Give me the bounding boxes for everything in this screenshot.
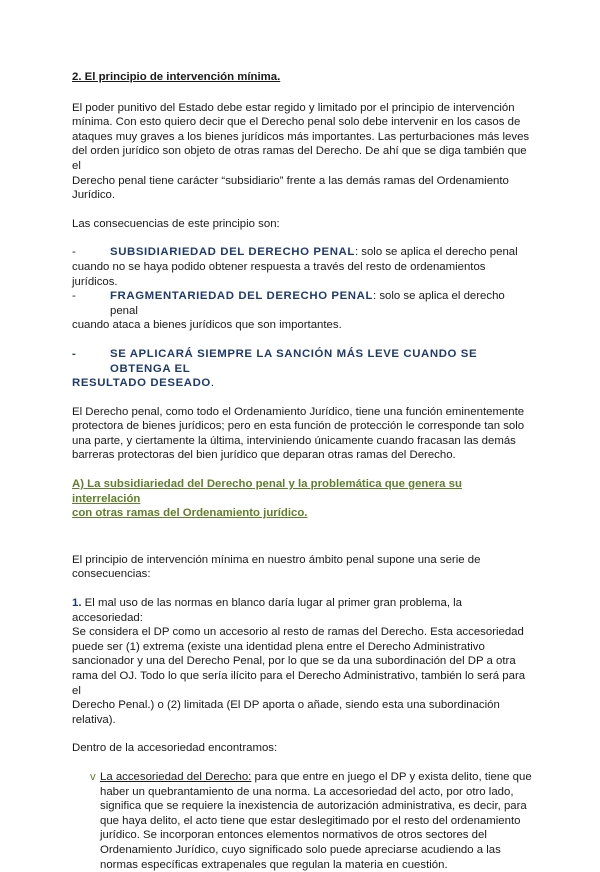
section-a-line: A) La subsidiariedad del Derecho penal y la problemática que genera su interrelación (72, 478, 462, 505)
section-a-heading (72, 477, 532, 521)
bullet-fragmentariedad (72, 289, 532, 333)
penal-line: protectora de bienes jurídicos; pero en esta función de protección le corresponde tan solo (72, 420, 525, 433)
point-line: relativa). (72, 713, 116, 726)
section-a-line: con otras ramas del Ordenamiento jurídico. (72, 507, 308, 520)
minima-paragraph (72, 553, 532, 582)
point-line: El mal uso de las normas en blanco daría lugar al primer gran problema, la accesoriedad: (72, 597, 463, 624)
bullet-period: . (210, 377, 215, 390)
point-line: rama del OJ. Todo lo que sería ilícito para el Derecho Administrativo, también lo será para el (72, 670, 526, 697)
point-line: Se considera el DP como un accesorio al resto de ramas del Derecho. Esta accesoriedad (72, 626, 524, 639)
sub-item-line: jurídico. Se incorporan entonces elementos normativos de otros sectores del (100, 829, 487, 842)
consequences-intro: Las consecuencias de este principio son: (72, 217, 280, 230)
point-line: puede ser (1) extrema (existe una identidad plena entre el Derecho Administrativo (72, 640, 485, 653)
point-number: 1. (72, 597, 82, 610)
intro-line: El poder punitivo del Estado debe estar regido y limitado por el principio de intervención (72, 101, 515, 114)
point-line: sancionador y una del Derecho Penal, por lo que se da una subordinación del DP a otra (72, 655, 516, 668)
bullet-title: SUBSIDIARIEDAD DEL DERECHO PENAL (110, 246, 355, 259)
bullet-text: : solo se aplica el derecho penal (110, 290, 505, 317)
checkmark-icon: v (90, 770, 96, 783)
sub-item-label: La accesoriedad del Derecho: (100, 770, 252, 783)
bullet-dash: - (72, 347, 77, 360)
sub-item-line: haber un quebrantamiento de una norma. La accesoriedad del acto, por otro lado, (100, 785, 514, 798)
bullet-text-line: cuando ataca a bienes jurídicos que son importantes. (72, 319, 342, 332)
intro-paragraph (72, 101, 532, 203)
intro-line: Jurídico. (72, 189, 116, 202)
within-text: Dentro de la accesoriedad encontramos: (72, 742, 278, 755)
document-page (72, 70, 532, 872)
bullet-sancion-leve (72, 347, 532, 391)
bullet-dash: - (72, 246, 76, 259)
bullet-title: SE APLICARÁ SIEMPRE LA SANCIÓN MÁS LEVE CUANDO SE OBTENGA EL (110, 347, 478, 375)
sub-item-line: normas específicas extrapenales que regulan la materia en cuestión. (100, 858, 448, 871)
sub-item-line: Ordenamiento Jurídico, cuyo significado solo puede apreciarse acudiendo a las (100, 843, 501, 856)
intro-line: Derecho penal tiene carácter “subsidiario” frente a las demás ramas del Ordenamiento (72, 174, 509, 187)
point-1-paragraph (72, 596, 532, 727)
penal-line: El Derecho penal, como todo el Ordenamiento Jurídico, tiene una función eminentemente (72, 405, 525, 418)
penal-paragraph (72, 405, 532, 463)
bullet-dash: - (72, 290, 76, 303)
bullet-subsidiariedad (72, 245, 532, 289)
sub-item-line: significa que se requiere la inexistencia de autorización administrativa, es decir, para (100, 800, 527, 813)
intro-line: mínima. Con esto quiero decir que el Derecho penal solo debe intervenir en los casos de (72, 116, 521, 129)
point-line: Derecho Penal.) o (2) limitada (El DP aporta o añade, siendo esta una subordinación (72, 699, 500, 712)
bullet-text: : solo se aplica el derecho penal (354, 246, 518, 259)
bullet-text-line: cuando no se haya podido obtener respuesta a través del resto de ordenamientos jurídicos. (72, 260, 486, 288)
sub-item-accesoriedad (72, 770, 532, 872)
intro-line: del orden jurídico son objeto de otras ramas del Derecho. De ahí que se diga también que el (72, 145, 527, 172)
penal-line: una parte, y ciertamente la última, interviniendo únicamente cuando fracasan las demás (72, 434, 516, 447)
intro-line: ataques muy graves a los bienes jurídicos más importantes. Las perturbaciones más leves (72, 130, 530, 143)
bullet-title: FRAGMENTARIEDAD DEL DERECHO PENAL (110, 290, 374, 303)
sub-item-line: que haya delito, el acto tiene que estar deslegitimado por el resto del ordenamiento (100, 814, 521, 827)
sub-item-line: para que entre en juego el DP y exista delito, tiene que (251, 770, 532, 783)
bullet-title-cont: RESULTADO DESEADO (72, 377, 211, 390)
penal-line: barreras protectoras del bien jurídico que deparan otras ramas del Derecho. (72, 449, 456, 462)
minima-line: consecuencias: (72, 568, 151, 581)
minima-line: El principio de intervención mínima en nuestro ámbito penal supone una serie de (72, 553, 481, 566)
section-heading: 2. El principio de intervención mínima. (72, 71, 281, 83)
